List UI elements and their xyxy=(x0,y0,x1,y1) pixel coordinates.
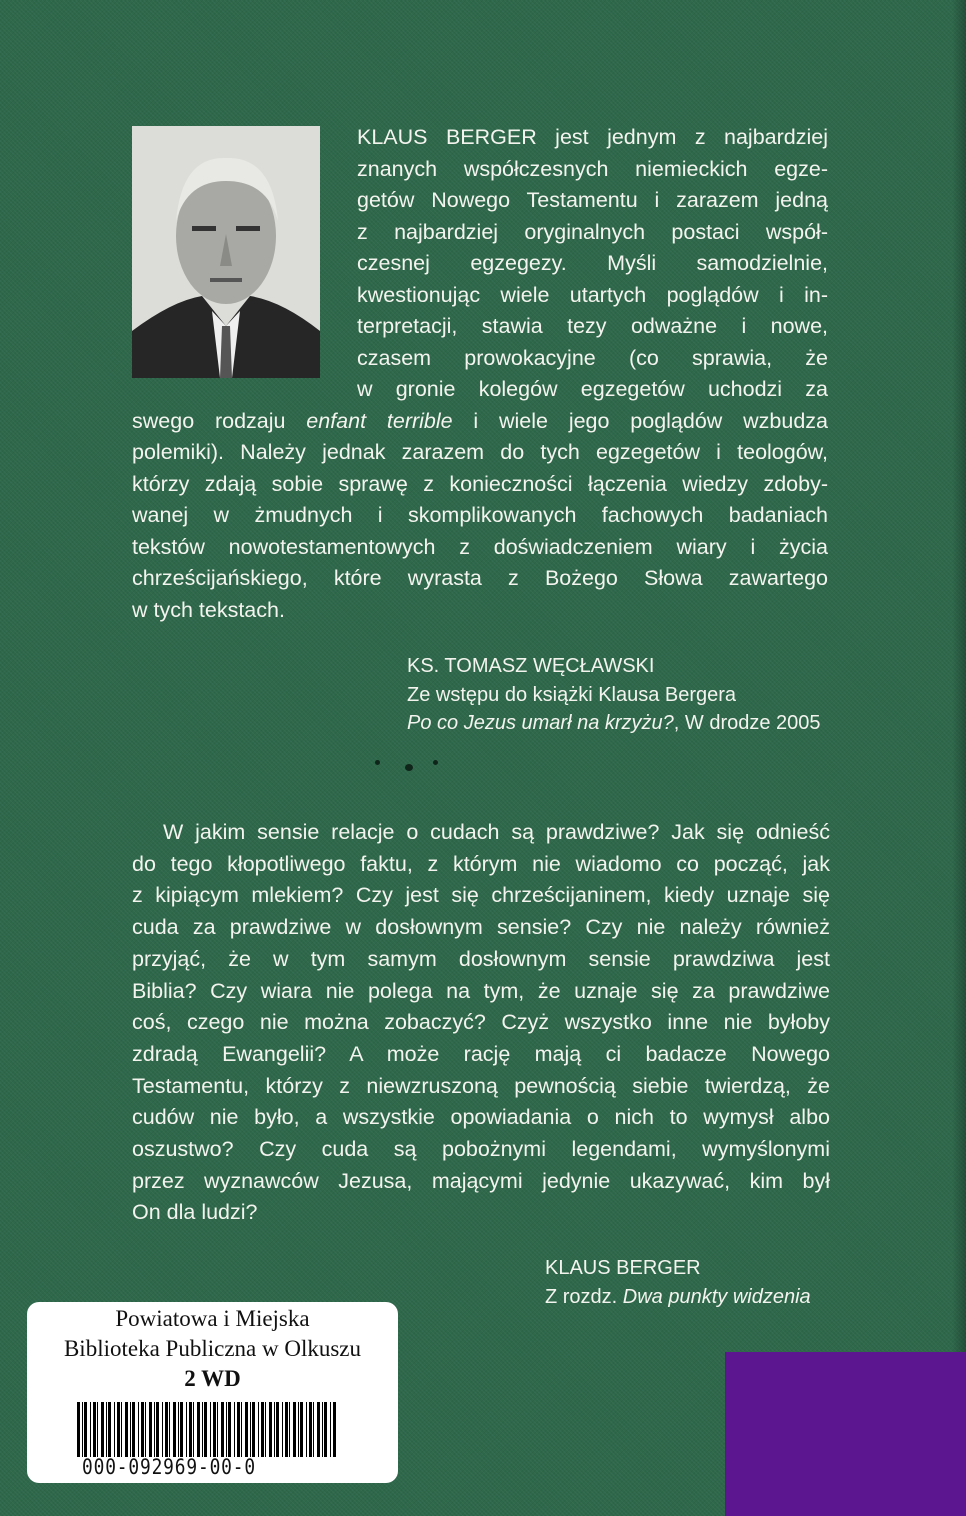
barcode-bar xyxy=(293,1402,296,1457)
excerpt-source xyxy=(545,1283,811,1311)
barcode-bar xyxy=(333,1402,336,1457)
barcode-bar xyxy=(274,1402,275,1457)
barcode-bar xyxy=(162,1402,163,1457)
barcode-bar xyxy=(204,1402,207,1457)
library-name-line1: Powiatowa i Miejska xyxy=(115,1306,310,1331)
barcode-bar xyxy=(309,1402,312,1457)
chapter-prefix: Z rozdz. xyxy=(545,1286,623,1308)
text-line: znanych współczesnych niemieckich egze- xyxy=(357,156,828,181)
barcode-bar xyxy=(313,1402,314,1457)
barcode-bar xyxy=(213,1402,216,1457)
barcode-bar xyxy=(108,1402,111,1457)
text-line: cuda za prawdziwe w dosłownym sensie? Czy nie należy również xyxy=(132,915,830,940)
barcode-bar xyxy=(300,1402,303,1457)
text-line: W jakim sensie relacje o cudach są prawdziwe? Jak się odnieść xyxy=(163,820,830,844)
text-line: wanej w żmudnych i skomplikowanych fachowych badaniach xyxy=(132,503,828,527)
barcode-bar xyxy=(289,1402,290,1457)
text-line: cudów nie było, a wszystkie opowiadania o nich to wymysł albo xyxy=(132,1105,830,1130)
text-line: On dla ludzi? xyxy=(132,1200,258,1225)
text-line: zdradą Ewangelii? A może rację mają ci badacze Nowego xyxy=(132,1041,830,1066)
text-line: polemiki). Należy jednak zarazem do tych egzegetów i teologów, xyxy=(132,440,828,464)
barcode-bar xyxy=(306,1402,307,1457)
book-edge-shadow xyxy=(952,0,966,1516)
chapter-title: Dwa punkty widzenia xyxy=(622,1286,811,1308)
text-line: w gronie kolegów egzegetów uchodzi za xyxy=(357,377,828,401)
barcode-bar xyxy=(241,1402,242,1457)
text-line: Biblia? Czy wiara nie polega na tym, że uznaje się za prawdziwe xyxy=(132,978,830,1003)
text-line: chrześcijańskiego, które wyrasta z Bożego Słowa zawartego xyxy=(132,566,828,590)
quote-book-reference xyxy=(407,709,821,737)
barcode-bar xyxy=(250,1402,251,1457)
text-line: przyjąć, że w tym samym dosłownym sensie prawdziwa jest xyxy=(132,946,830,971)
barcode-bar xyxy=(210,1402,211,1457)
author-photo xyxy=(132,126,320,378)
text-line: kwestionując wiele utartych poglądów i in- xyxy=(357,282,828,307)
text-line: z najbardziej oryginalnych postaci współ- xyxy=(357,219,828,244)
barcode-bar xyxy=(317,1402,320,1457)
barcode-bar xyxy=(165,1402,168,1457)
text-line: tekstów nowotestamentowych z doświadczeniem wiary i życia xyxy=(132,534,828,559)
barcode-bar xyxy=(114,1402,115,1457)
barcode-bar xyxy=(189,1402,192,1457)
portrait-image xyxy=(132,126,320,378)
barcode-bar xyxy=(132,1402,135,1457)
text-segment: swego rodzaju xyxy=(132,408,307,433)
text-line: getów Nowego Testamentu i zarazem jedną xyxy=(357,188,828,212)
text-line: Testamentu, którzy z niewzruszoną pewnością siebie twierdzą, że xyxy=(132,1073,830,1098)
barcode-bar xyxy=(82,1402,83,1457)
barcode-bar xyxy=(197,1402,200,1457)
barcode-bar xyxy=(330,1402,331,1457)
barcode-bar xyxy=(202,1402,203,1457)
barcode-bar xyxy=(77,1402,80,1457)
barcode-bar xyxy=(269,1402,272,1457)
barcode-bar xyxy=(228,1402,231,1457)
text-segment: enfant terrible xyxy=(306,408,453,433)
barcode-bar xyxy=(276,1402,279,1457)
barcode-number: 000-092969-00-0 xyxy=(82,1455,256,1479)
book-title: Po co Jezus umarł na krzyżu? xyxy=(407,712,674,734)
barcode-bar xyxy=(180,1402,183,1457)
barcode-bar xyxy=(298,1402,299,1457)
barcode-bar xyxy=(252,1402,255,1457)
text-line xyxy=(132,408,828,434)
library-name-line2: Biblioteka Publiczna w Olkuszu xyxy=(63,1336,362,1361)
barcode-bar xyxy=(121,1402,122,1457)
barcode-bar xyxy=(261,1402,264,1457)
barcode-bar xyxy=(226,1402,227,1457)
excerpt-author-name: KLAUS BERGER xyxy=(545,1257,701,1279)
barcode xyxy=(77,1402,337,1457)
publisher: , W drodze 2005 xyxy=(673,712,821,734)
barcode-bar xyxy=(237,1402,240,1457)
barcode-bar xyxy=(138,1402,139,1457)
barcode-bar xyxy=(221,1402,224,1457)
text-line: w tych tekstach. xyxy=(132,597,285,622)
barcode-bar xyxy=(178,1402,179,1457)
text-segment: i wiele jego poglądów wzbudza xyxy=(452,408,828,433)
barcode-bar xyxy=(265,1402,266,1457)
barcode-bar xyxy=(193,1402,194,1457)
barcode-bar xyxy=(125,1402,128,1457)
barcode-bar xyxy=(169,1402,170,1457)
barcode-bar xyxy=(93,1402,96,1457)
barcode-bar xyxy=(258,1402,259,1457)
shelf-mark: 2 WD xyxy=(184,1366,241,1391)
quote-author-name: KS. TOMASZ WĘCŁAWSKI xyxy=(407,655,655,677)
barcode-bar xyxy=(245,1402,248,1457)
text-line: z kipiącym mlekiem? Czy jest się chrześcijaninem, kiedy uznaje się xyxy=(132,883,830,908)
barcode-bar xyxy=(154,1402,155,1457)
barcode-bar xyxy=(186,1402,187,1457)
text-line: oszustwo? Czy cuda są pobożnymi legendami, wymyślonymi xyxy=(132,1137,830,1161)
text-line: czesnej egzegezy. Myśli samodzielnie, xyxy=(357,251,828,275)
text-line: terpretacji, stawia tezy odważne i nowe, xyxy=(357,314,828,338)
text-line: do tego kłopotliwego faktu, z którym nie wiadomo co począć, jak xyxy=(132,851,830,876)
barcode-bar xyxy=(117,1402,120,1457)
text-line: czasem prowokacyjne (co sprawia, że xyxy=(357,345,828,370)
library-label xyxy=(27,1302,398,1483)
scan-speck xyxy=(405,764,413,771)
barcode-bar xyxy=(173,1402,176,1457)
purple-sticker xyxy=(725,1352,966,1516)
barcode-bar xyxy=(217,1402,218,1457)
text-line: KLAUS BERGER jest jednym z najbardziej xyxy=(357,125,828,149)
barcode-bar xyxy=(324,1402,327,1457)
scan-speck xyxy=(375,760,380,765)
barcode-bar xyxy=(234,1402,235,1457)
barcode-bar xyxy=(282,1402,283,1457)
text-line: przez wyznawców Jezusa, mającymi jedynie ukazywać, kim był xyxy=(132,1168,830,1193)
text-line: coś, czego nie można zobaczyć? Czyż wszystko inne nie byłoby xyxy=(132,1010,830,1035)
barcode-bar xyxy=(145,1402,146,1457)
barcode-bar xyxy=(156,1402,159,1457)
barcode-bar xyxy=(149,1402,152,1457)
text-line: którzy zdają sobie sprawę z konieczności łączenia wiedzy zdoby- xyxy=(132,471,828,496)
barcode-bar xyxy=(141,1402,144,1457)
barcode-bar xyxy=(90,1402,91,1457)
barcode-bar xyxy=(101,1402,104,1457)
barcode-bar xyxy=(106,1402,107,1457)
barcode-bar xyxy=(322,1402,323,1457)
barcode-bar xyxy=(285,1402,288,1457)
barcode-bar xyxy=(130,1402,131,1457)
barcode-bar xyxy=(84,1402,87,1457)
scan-speck xyxy=(433,760,438,765)
barcode-bar xyxy=(97,1402,98,1457)
quote-source: Ze wstępu do książki Klausa Bergera xyxy=(407,684,737,706)
